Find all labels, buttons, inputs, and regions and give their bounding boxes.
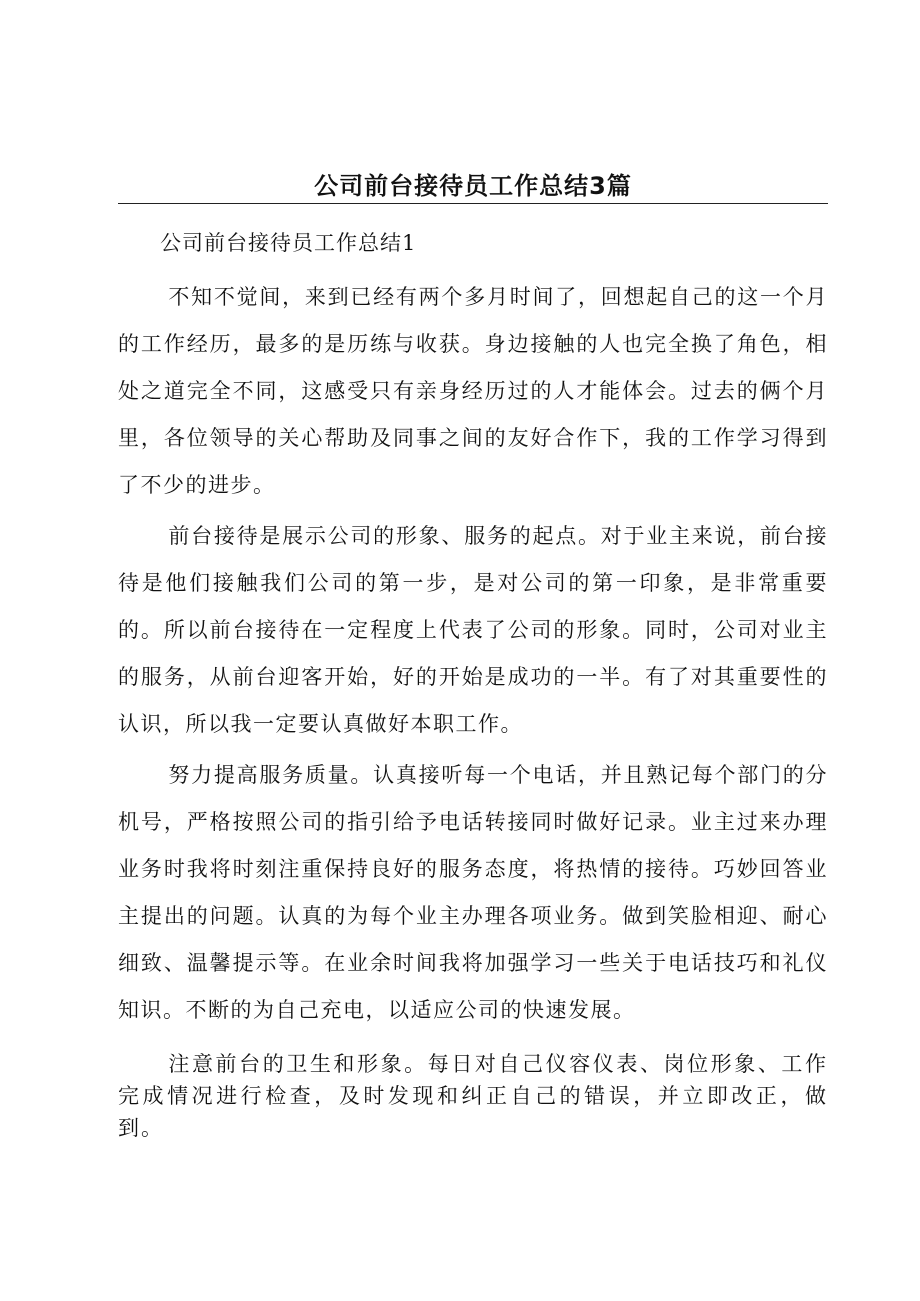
document-title: 公司前台接待员工作总结3篇: [314, 172, 632, 200]
paragraph-2: 前台接待是展示公司的形象、服务的起点。对于业主来说，前台接待是他们接触我们公司的第一步，是对公司的第一印象，是非常重要的。所以前台接待在一定程度上代表了公司的形象。同时，公司对业主的服务，从前台迎客开始，好的开始是成功的一半。有了对其重要性的认识，所以我一定要认真做好本职工作。: [118, 524, 828, 736]
paragraph-3: 努力提高服务质量。认真接听每一个电话，并且熟记每个部门的分机号，严格按照公司的指引给予电话转接同时做好记录。业主过来办理业务时我将时刻注重保持良好的服务态度，将热情的接待。巧妙回答业主提出的问题。认真的为每个业主办理各项业务。做到笑脸相迎、耐心细致、温馨提示等。在业余时间我将加强学习一些关于电话技巧和礼仪知识。不断的为自己充电，以适应公司的快速发展。: [118, 763, 828, 1022]
title-underline: [118, 203, 828, 204]
document-body: [118, 226, 828, 1148]
section-heading: 公司前台接待员工作总结1: [160, 231, 417, 255]
paragraph-4: 注意前台的卫生和形象。每日对自己仪容仪表、岗位形象、工作完成情况进行检查，及时发现和纠正自己的错误，并立即改正，做到。: [118, 1052, 828, 1140]
paragraph-1: 不知不觉间，来到已经有两个多月时间了，回想起自己的这一个月的工作经历，最多的是历练与收获。身边接触的人也完全换了角色，相处之道完全不同，这感受只有亲身经历过的人才能体会。过去的俩个月里，各位领导的关心帮助及同事之间的友好合作下，我的工作学习得到了不少的进步。: [118, 285, 828, 497]
